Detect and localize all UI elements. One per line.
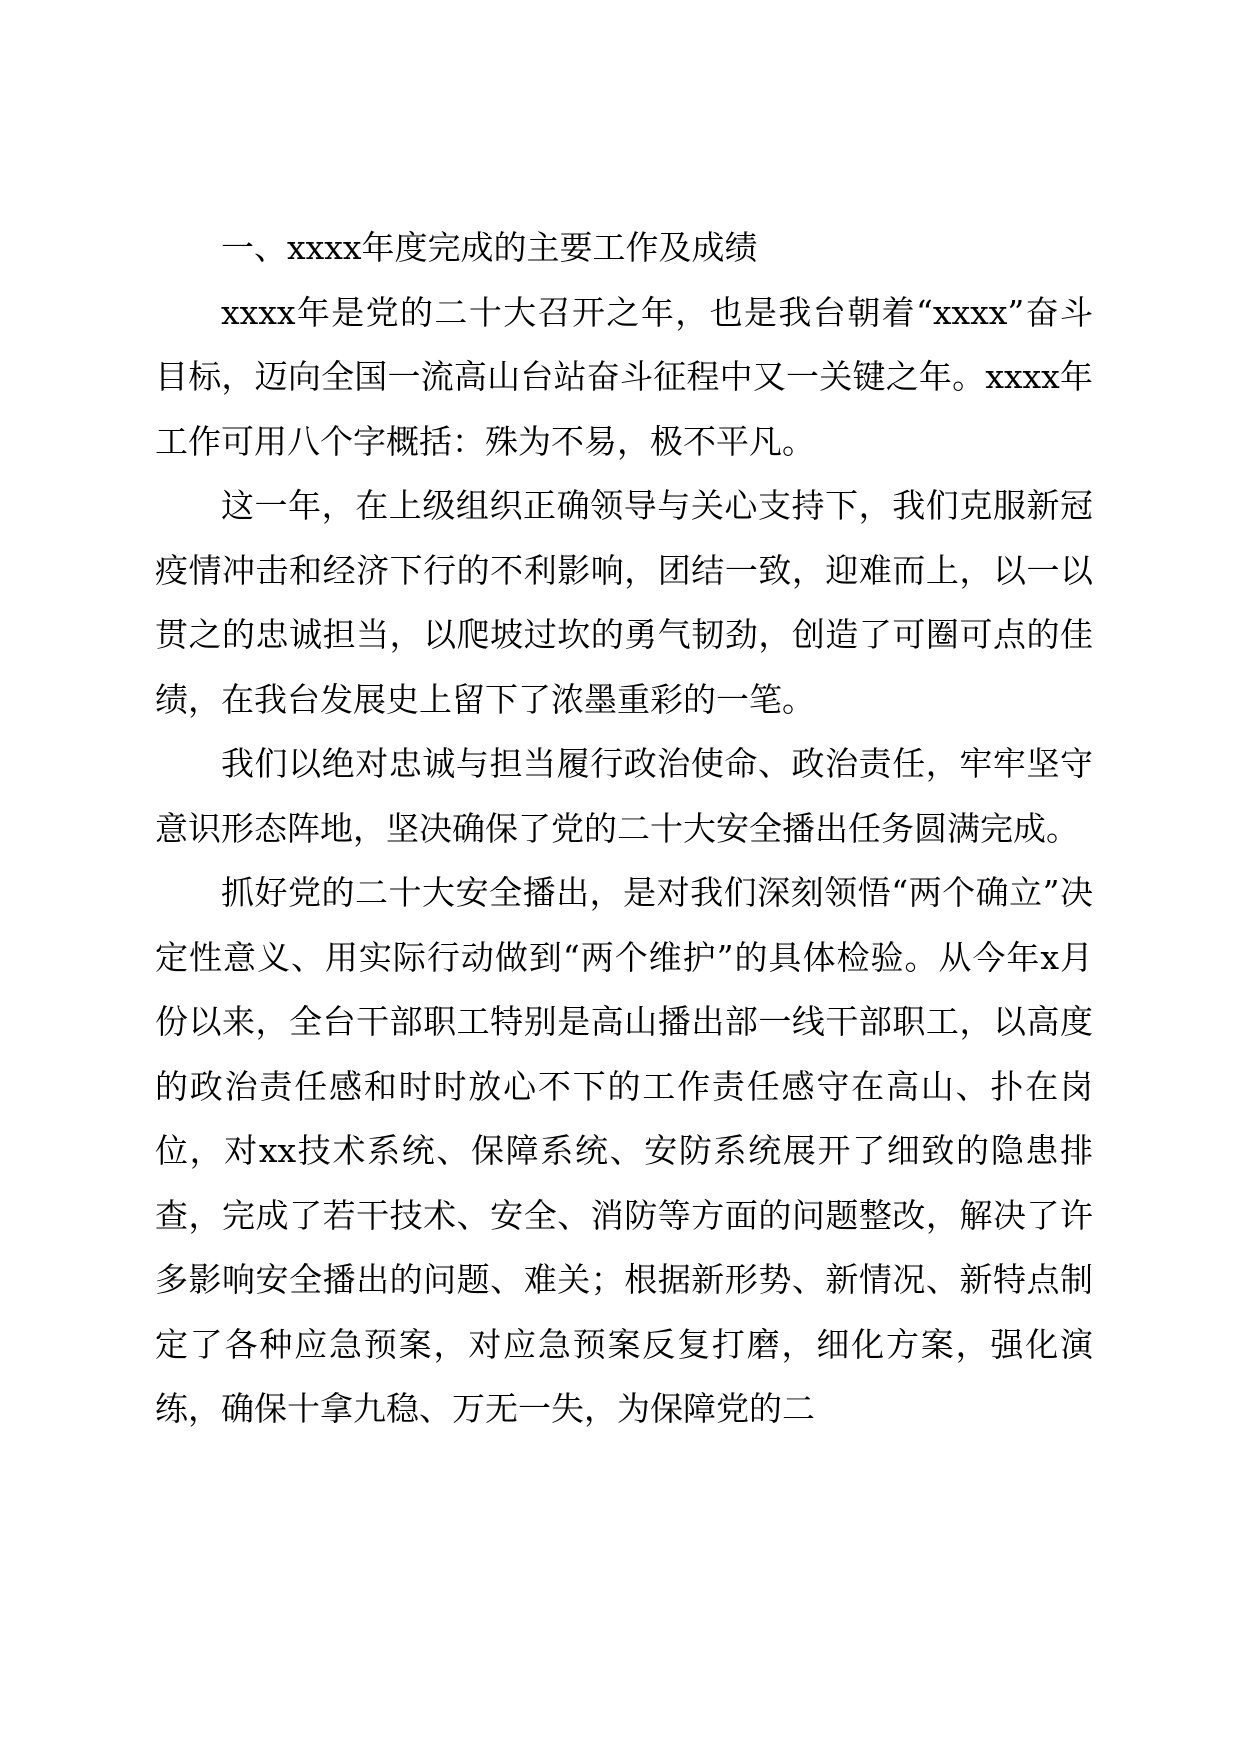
section-heading: 一、xxxx年度完成的主要工作及成绩 [221,228,758,267]
paragraph: 这一年，在上级组织正确领导与关心支持下，我们克服新冠疫情冲击和经济下行的不利影响，团结一致，迎难而上，以一以贯之的忠诚担当，以爬坡过坎的勇气韧劲，创造了可圈可点的佳绩，在我台发展史上留下了浓墨重彩的一笔。 [155,486,1093,719]
document-body [155,216,1093,1442]
paragraph: 抓好党的二十大安全播出，是对我们深刻领悟“两个确立”决定性意义、用实际行动做到“两个维护”的具体检验。从今年x月份以来，全台干部职工特别是高山播出部一线干部职工，以高度的政治责任感和时时放心不下的工作责任感守在高山、扑在岗位，对xx技术系统、保障系统、安防系统展开了细致的隐患排查，完成了若干技术、安全、消防等方面的问题整改，解决了许多影响安全播出的问题、难关；根据新形势、新情况、新特点制定了各种应急预案，对应急预案反复打磨，细化方案，强化演练，确保十拿九稳、万无一失，为保障党的二 [155,873,1093,1428]
paragraph: 我们以绝对忠诚与担当履行政治使命、政治责任，牢牢坚守意识形态阵地，坚决确保了党的二十大安全播出任务圆满完成。 [155,744,1093,848]
paragraph: xxxx年是党的二十大召开之年，也是我台朝着“xxxx”奋斗目标，迈向全国一流高山台站奋斗征程中又一关键之年。xxxx年工作可用八个字概括：殊为不易，极不平凡。 [155,292,1093,461]
